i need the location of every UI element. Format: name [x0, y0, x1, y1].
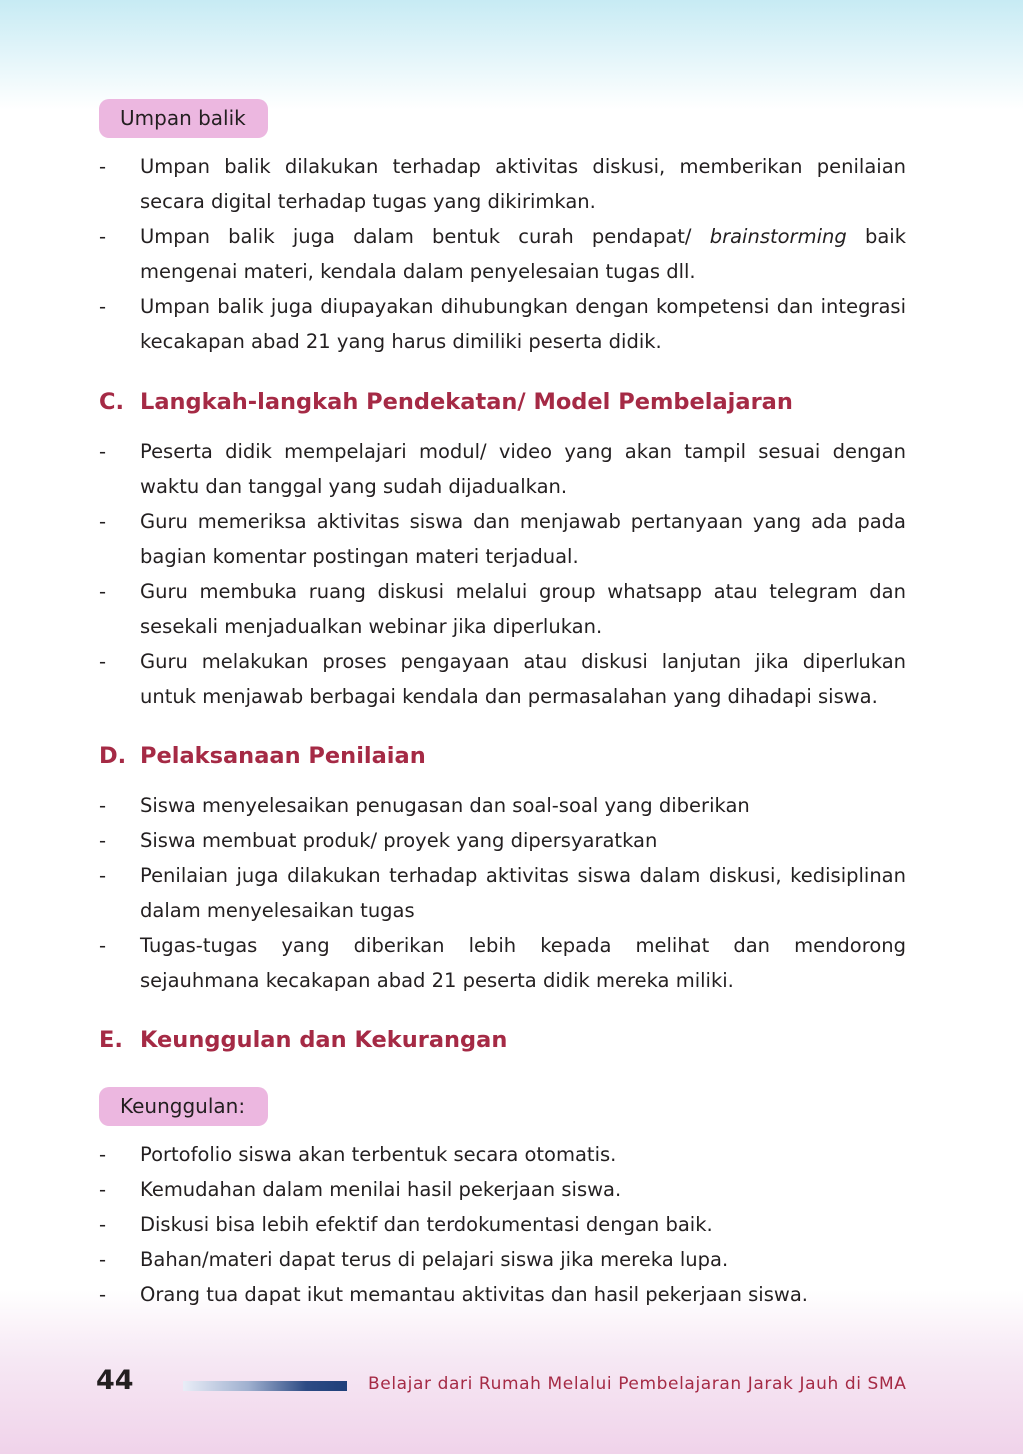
list-item: - Portofolio siswa akan terbentuk secara otomatis. [0, 1137, 906, 1172]
section-c-list [0, 434, 906, 714]
bullet-dash: - [99, 650, 107, 673]
bullet-dash: - [99, 580, 107, 603]
bullet-dash: - [99, 1213, 107, 1236]
section-letter: C. [99, 389, 125, 415]
page-number: 44 [96, 1365, 134, 1396]
bullet-dash: - [99, 440, 107, 463]
list-item: - Umpan balik juga dalam bentuk curah pendapat/ brainstorming baik mengenai materi, kendala dalam penyelesaian tugas dll. [0, 219, 906, 289]
list-item: - Orang tua dapat ikut memantau aktivitas dan hasil pekerjaan siswa. [0, 1277, 906, 1312]
list-item: - Peserta didik mempelajari modul/ video yang akan tampil sesuai dengan waktu dan tanggal yang sudah dijadualkan. [0, 434, 906, 504]
footer-book-title: Belajar dari Rumah Melalui Pembelajaran Jarak Jauh di SMA [368, 1374, 907, 1394]
bullet-dash: - [99, 295, 107, 318]
keunggulan-label: Keunggulan: [99, 1087, 268, 1126]
section-letter: D. [99, 743, 127, 769]
bullet-dash: - [99, 155, 107, 178]
section-heading-c [99, 389, 793, 415]
bullet-dash: - [99, 1283, 107, 1306]
list-item: - Guru memeriksa aktivitas siswa dan menjawab pertanyaan yang ada pada bagian komentar postingan materi terjadual. [0, 504, 906, 574]
section-title: Pelaksanaan Penilaian [140, 743, 426, 769]
bullet-dash: - [99, 225, 107, 248]
bullet-dash: - [99, 864, 107, 887]
list-item: - Umpan balik juga diupayakan dihubungkan dengan kompetensi dan integrasi kecakapan abad 21 yang harus dimiliki peserta didik. [0, 289, 906, 359]
section-title: Keunggulan dan Kekurangan [140, 1027, 508, 1053]
umpan-balik-list [0, 149, 906, 359]
section-heading-d [99, 743, 426, 769]
section-title: Langkah-langkah Pendekatan/ Model Pembelajaran [140, 389, 793, 415]
list-item: - Diskusi bisa lebih efektif dan terdokumentasi dengan baik. [0, 1207, 906, 1242]
list-item: - Siswa menyelesaikan penugasan dan soal-soal yang diberikan [0, 788, 906, 823]
list-item: - Tugas-tugas yang diberikan lebih kepada melihat dan mendorong sejauhmana kecakapan abad 21 peserta didik mereka miliki. [0, 928, 906, 998]
bullet-dash: - [99, 1248, 107, 1271]
list-item: - Umpan balik dilakukan terhadap aktivitas diskusi, memberikan penilaian secara digital terhadap tugas yang dikirimkan. [0, 149, 906, 219]
list-item: - Siswa membuat produk/ proyek yang dipersyaratkan [0, 823, 906, 858]
list-item: - Guru membuka ruang diskusi melalui group whatsapp atau telegram dan sesekali menjadualkan webinar jika diperlukan. [0, 574, 906, 644]
section-heading-e [99, 1027, 507, 1053]
bullet-dash: - [99, 1143, 107, 1166]
keunggulan-list [0, 1137, 906, 1312]
bullet-dash: - [99, 829, 107, 852]
bullet-dash: - [99, 934, 107, 957]
list-item: - Penilaian juga dilakukan terhadap aktivitas siswa dalam diskusi, kedisiplinan dalam menyelesaikan tugas [0, 858, 906, 928]
italic-term: brainstorming [709, 225, 847, 248]
list-item: - Guru melakukan proses pengayaan atau diskusi lanjutan jika diperlukan untuk menjawab berbagai kendala dan permasalahan yang dihadapi siswa. [0, 644, 906, 714]
bullet-dash: - [99, 1178, 107, 1201]
bullet-dash: - [99, 510, 107, 533]
footer-gradient-bar [183, 1381, 347, 1391]
bullet-dash: - [99, 794, 107, 817]
section-d-list [0, 788, 906, 998]
umpan-balik-label: Umpan balik [99, 99, 268, 138]
list-item: - Bahan/materi dapat terus di pelajari siswa jika mereka lupa. [0, 1242, 906, 1277]
section-letter: E. [99, 1027, 123, 1053]
list-item: - Kemudahan dalam menilai hasil pekerjaan siswa. [0, 1172, 906, 1207]
